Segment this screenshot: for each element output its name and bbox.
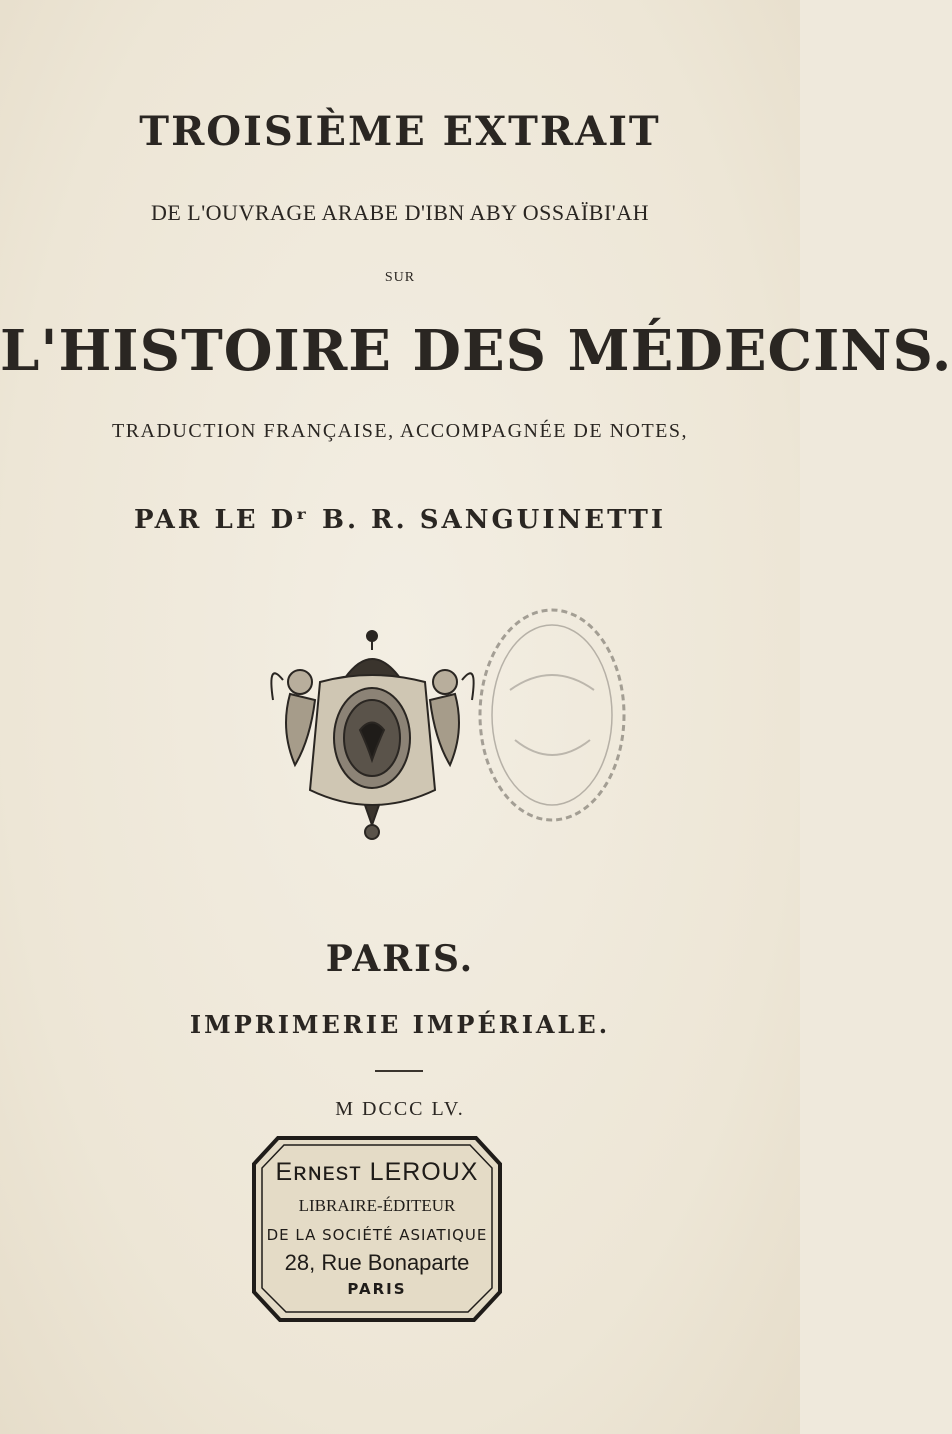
main-title: L'HISTOIRE DES MÉDECINS.	[0, 318, 952, 384]
label-society: DE LA SOCIÉTÉ ASIATIQUE	[266, 1226, 488, 1244]
connector: SUR	[384, 270, 416, 285]
coat-of-arms-emblem	[265, 620, 480, 845]
library-stamp	[470, 600, 635, 830]
printer: IMPRIMERIE IMPÉRIALE.	[189, 1010, 611, 1039]
year: M DCCC LV.	[335, 1098, 465, 1120]
divider-rule	[375, 1070, 423, 1072]
label-city: PARIS	[347, 1280, 407, 1298]
subtitle: TRADUCTION FRANÇAISE, ACCOMPAGNÉE DE NOTES,	[111, 420, 689, 442]
author: PAR LE Dʳ B. R. SANGUINETTI	[133, 505, 667, 535]
bookseller-label	[248, 1132, 506, 1327]
label-address: 28, Rue Bonaparte	[284, 1250, 470, 1275]
heading: TROISIÈME EXTRAIT	[139, 108, 661, 155]
label-role: LIBRAIRE-ÉDITEUR	[298, 1196, 456, 1215]
city: PARIS.	[325, 938, 475, 980]
subheading: DE L'OUVRAGE ARABE D'IBN ABY OSSAÏBI'AH	[150, 200, 650, 225]
label-name: Eʀɴᴇsᴛ LEROUX	[275, 1158, 479, 1186]
